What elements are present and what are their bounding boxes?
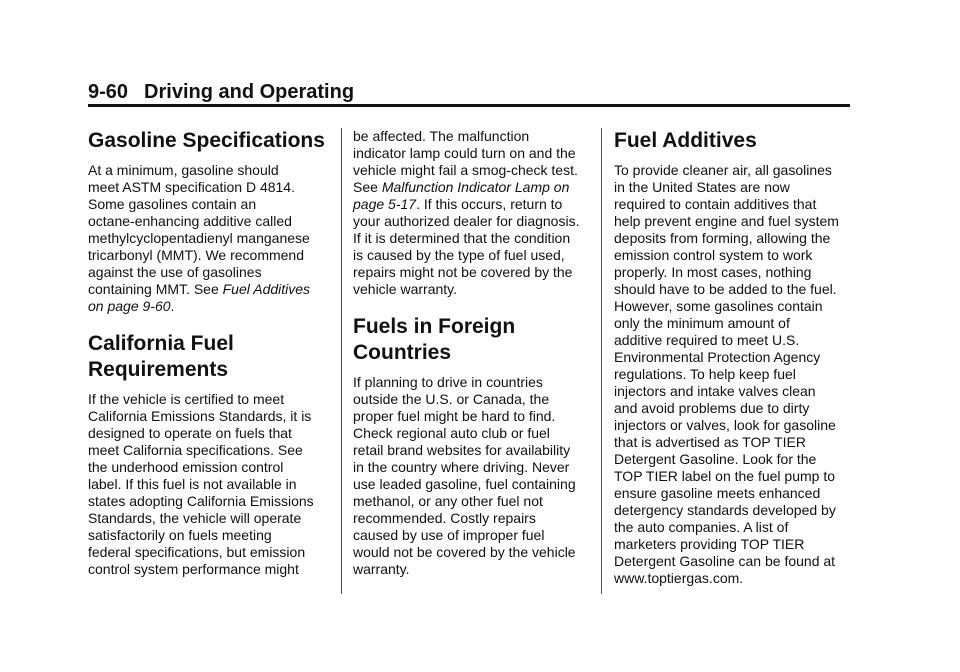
heading-fuels-in-foreign-countries <box>353 314 593 366</box>
text-line: However, some gasolines contain <box>614 298 823 314</box>
section-title: Driving and Operating <box>144 81 355 103</box>
text-line: should have to be added to the fuel. <box>614 281 837 297</box>
text-line: marketers providing TOP TIER <box>614 536 805 552</box>
text-line: caused by use of improper fuel <box>353 527 545 543</box>
text-fragment: containing MMT. See <box>88 281 223 297</box>
text-line: outside the U.S. or Canada, the <box>353 391 550 407</box>
text-line: satisfactorily on fuels meeting <box>88 527 272 543</box>
page-header <box>88 80 850 108</box>
cross-reference-link[interactable]: page 5-17 <box>353 196 417 212</box>
text-line: methanol, or any other fuel not <box>353 493 543 509</box>
text-line: To provide cleaner air, all gasolines <box>614 162 832 178</box>
paragraph-gasoline-specifications <box>88 162 334 315</box>
text-line: in the United States are now <box>614 179 790 195</box>
text-line: deposits from forming, allowing the <box>614 230 831 246</box>
text-line: is caused by the type of fuel used, <box>353 247 565 263</box>
heading-line: Requirements <box>88 358 229 381</box>
column-2 <box>353 128 593 594</box>
cross-reference-link[interactable]: on page 9-60 <box>88 298 171 314</box>
text-line: If it is determined that the condition <box>353 230 571 246</box>
text-line: injectors and intake valves clean <box>614 383 816 399</box>
text-line: retail brand websites for availability <box>353 442 571 458</box>
text-line <box>88 298 334 315</box>
text-line: states adopting California Emissions <box>88 493 314 509</box>
text-line: Some gasolines contain an <box>88 196 257 212</box>
text-line: and avoid problems due to dirty <box>614 400 810 416</box>
text-line: regulations. To help keep fuel <box>614 366 796 382</box>
text-line: label. If this fuel is not available in <box>88 476 297 492</box>
paragraph-california-continued <box>353 128 593 298</box>
text-line: proper fuel might be hard to find. <box>353 408 556 424</box>
column-divider <box>601 128 602 594</box>
text-line: control system performance might <box>88 561 299 577</box>
text-line: only the minimum amount of <box>614 315 790 331</box>
column-3 <box>614 128 854 603</box>
text-line <box>353 196 593 213</box>
heading-line: Countries <box>353 341 452 364</box>
text-line: your authorized dealer for diagnosis. <box>353 213 580 229</box>
text-line: emission control system to work <box>614 247 813 263</box>
text-line: required to contain additives that <box>614 196 817 212</box>
cross-reference-link[interactable]: Fuel Additives <box>222 281 311 297</box>
text-line: tricarbonyl (MMT). We recommend <box>88 247 305 263</box>
text-line: TOP TIER label on the fuel pump to <box>614 468 836 484</box>
text-line: repairs might not be covered by the <box>353 264 573 280</box>
text-fragment: . <box>170 298 175 314</box>
cross-reference-link[interactable]: Malfunction Indicator Lamp on <box>381 179 570 195</box>
text-line: Check regional auto club or fuel <box>353 425 550 441</box>
heading-fuel-additives: Fuel Additives <box>614 129 757 152</box>
text-line: California Emissions Standards, it is <box>88 408 312 424</box>
text-line: be affected. The malfunction <box>353 128 530 144</box>
paragraph-fuels-in-foreign-countries <box>353 374 593 578</box>
text-line: indicator lamp could turn on and the <box>353 145 576 161</box>
header-rule <box>88 104 850 107</box>
text-line: www.toptiergas.com. <box>614 570 744 586</box>
text-line <box>88 281 334 298</box>
heading-line: Fuels in Foreign <box>353 315 516 338</box>
heading-gasoline-specifications: Gasoline Specifications <box>88 129 325 152</box>
text-line: At a minimum, gasoline should <box>88 162 279 178</box>
heading-california-fuel <box>88 331 334 383</box>
text-line: in the country where driving. Never <box>353 459 570 475</box>
text-line: properly. In most cases, nothing <box>614 264 812 280</box>
text-line: recommended. Costly repairs <box>353 510 536 526</box>
text-line: octane-enhancing additive called <box>88 213 292 229</box>
text-line: Environmental Protection Agency <box>614 349 821 365</box>
text-line: ensure gasoline meets enhanced <box>614 485 821 501</box>
heading-line: California Fuel <box>88 332 234 355</box>
paragraph-fuel-additives <box>614 162 854 587</box>
text-line: meet ASTM specification D 4814. <box>88 179 295 195</box>
text-line: vehicle warranty. <box>353 281 458 297</box>
text-line: detergency standards developed by <box>614 502 836 518</box>
text-line: federal specifications, but emission <box>88 544 306 560</box>
text-fragment: . If this occurs, return to <box>416 196 563 212</box>
text-line: help prevent engine and fuel system <box>614 213 839 229</box>
text-line: additive required to meet U.S. <box>614 332 800 348</box>
text-line: Standards, the vehicle will operate <box>88 510 302 526</box>
text-line: meet California specifications. See <box>88 442 303 458</box>
text-fragment: See <box>353 179 382 195</box>
text-line: If the vehicle is certified to meet <box>88 391 285 407</box>
text-line: that is advertised as TOP TIER <box>614 434 806 450</box>
text-line: If planning to drive in countries <box>353 374 543 390</box>
column-divider <box>341 128 342 594</box>
text-line: Detergent Gasoline can be found at <box>614 553 836 569</box>
text-line: designed to operate on fuels that <box>88 425 292 441</box>
text-line: Detergent Gasoline. Look for the <box>614 451 817 467</box>
text-line: the underhood emission control <box>88 459 284 475</box>
text-line: warranty. <box>353 561 410 577</box>
text-line: against the use of gasolines <box>88 264 262 280</box>
paragraph-california-fuel <box>88 391 334 578</box>
text-line: vehicle might fail a smog-check test. <box>353 162 578 178</box>
text-line: the auto companies. A list of <box>614 519 789 535</box>
column-1 <box>88 128 334 594</box>
text-line: methylcyclopentadienyl manganese <box>88 230 310 246</box>
page-number: 9-60 <box>88 81 129 103</box>
text-line: injectors or valves, look for gasoline <box>614 417 836 433</box>
text-line: use leaded gasoline, fuel containing <box>353 476 576 492</box>
text-line <box>353 179 593 196</box>
text-line: would not be covered by the vehicle <box>353 544 576 560</box>
